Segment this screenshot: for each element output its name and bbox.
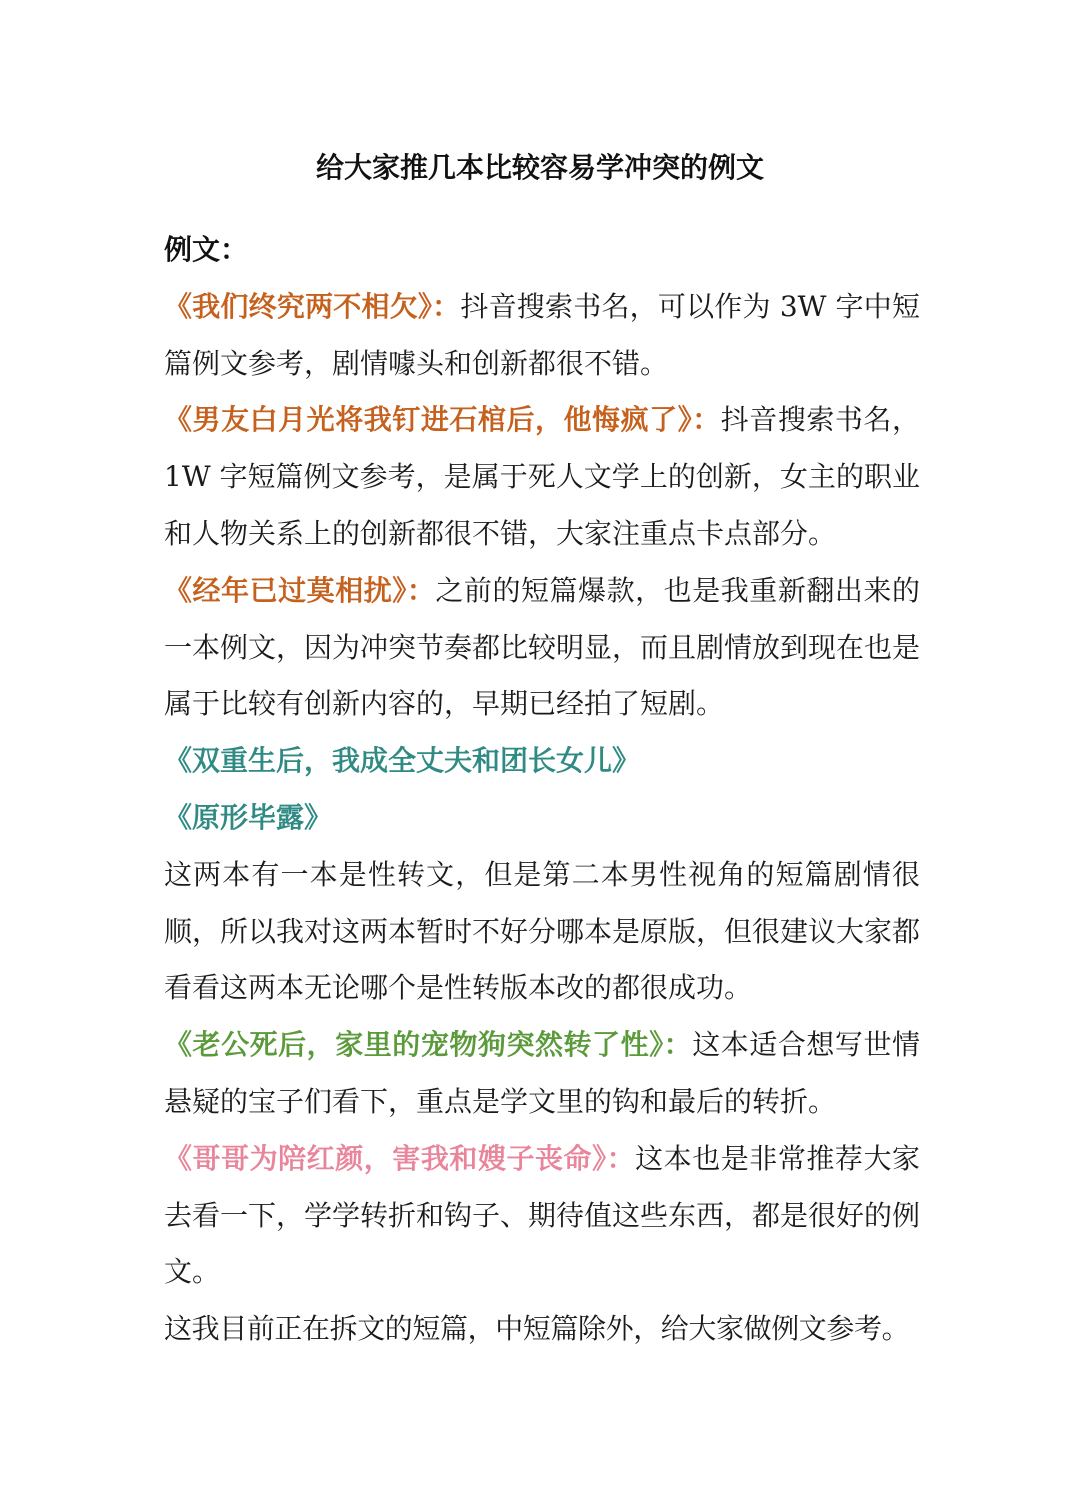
entry-3 — [164, 563, 920, 733]
entry-8 — [164, 1131, 920, 1301]
entry-1 — [164, 279, 920, 393]
book-title-1: 《我们终究两不相欠》： — [164, 289, 461, 323]
entry-description-6: 这两本有一本是性转文，但是第二本男性视角的短篇剧情很顺，所以我对这两本暂时不好分哪本是原版，但很建议大家都看看这两本无论哪个是性转版本改的都很成功。 — [164, 857, 921, 1005]
book-title-2: 《男友白月光将我钉进石棺后，他悔疯了》： — [164, 403, 721, 437]
entry-4 — [164, 733, 920, 790]
entry-7 — [164, 1017, 920, 1131]
entry-description-1: 抖音搜索书名，可以作为 3W 字中短篇例文参考，剧情噱头和创新都很不错。 — [164, 289, 920, 380]
entry-description-8: 这本也是非常推荐大家去看一下，学学转折和钩子、期待值这些东西，都是很好的例文。 — [164, 1141, 921, 1289]
document-body — [164, 222, 920, 1358]
book-title-7: 《老公死后，家里的宠物狗突然转了性》： — [164, 1028, 693, 1062]
book-title-4: 《双重生后，我成全丈夫和团长女儿》 — [164, 744, 641, 778]
book-title-3: 《经年已过莫相扰》： — [164, 573, 436, 607]
section-label: 例文： — [164, 233, 249, 266]
entry-6 — [164, 847, 920, 1017]
closing-note: 这我目前正在拆文的短篇，中短篇除外，给大家做例文参考。 — [164, 1312, 910, 1346]
entry-description-3: 之前的短篇爆款，也是我重新翻出来的一本例文，因为冲突节奏都比较明显，而且剧情放到现在也是属于比较有创新内容的，早期已经拍了短剧。 — [164, 573, 921, 721]
book-title-8: 《哥哥为陪红颜，害我和嫂子丧命》： — [164, 1141, 636, 1175]
book-title-5: 《原形毕露》 — [164, 800, 333, 834]
entry-2 — [164, 392, 920, 562]
entry-description-2: 抖音搜索书名，1W 字短篇例文参考，是属于死人文学上的创新，女主的职业和人物关系上的创新都很不错，大家注重点卡点部分。 — [164, 403, 920, 550]
page-title: 给大家推几本比较容易学冲突的例文 — [315, 151, 764, 184]
entry-5 — [164, 790, 920, 847]
entry-description-7: 这本适合想写世情悬疑的宝子们看下，重点是学文里的钩和最后的转折。 — [164, 1028, 920, 1118]
